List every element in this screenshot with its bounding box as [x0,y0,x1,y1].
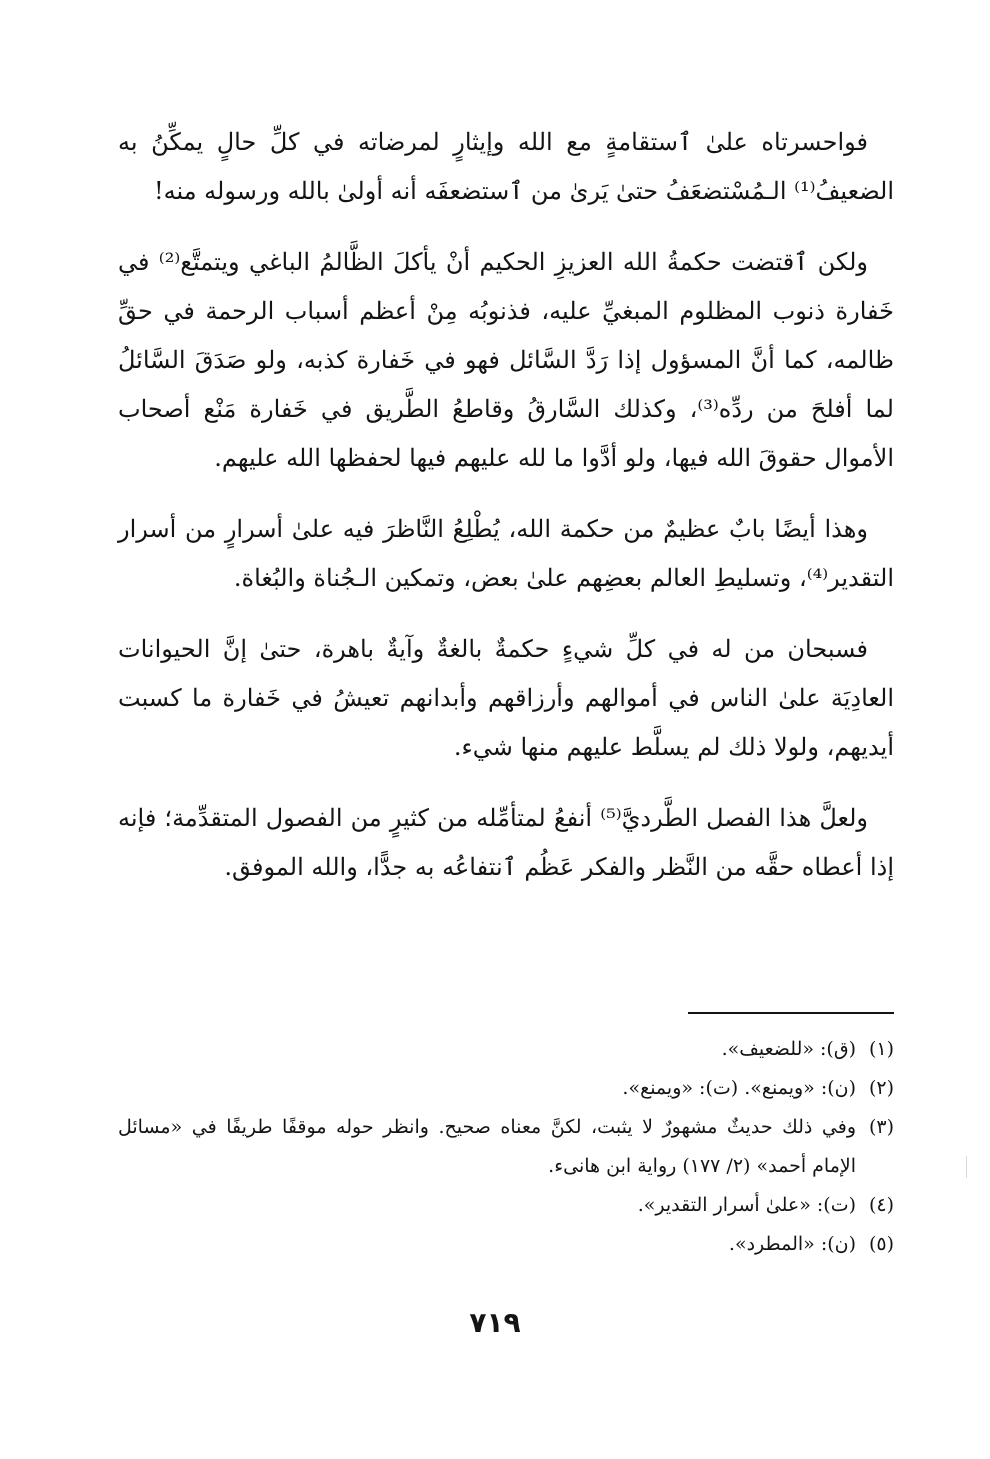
footnote [118,1186,894,1225]
footnotes [118,1030,894,1264]
footnote-number: (١) [868,1038,894,1060]
footnote-text: (ت): «علىٰ أسرار التقدير». [637,1194,856,1216]
footnote-number: (٣) [868,1116,894,1138]
footnote-text: وفي ذلك حديثٌ مشهورٌ لا يثبت، لكنَّ معناه صحيح. وانظر حوله موقفًا طريفًا في «مسائل الإمام أحمد» (٢/ ١٧٧) رواية ابن هانىء. [118,1116,856,1177]
footnote-separator [688,1012,894,1014]
paragraph: ولعلَّ هذا الفصل الطَّرديَّ⁽⁵⁾ أنفعُ لمتأمِّله من كثيرٍ من الفصول المتقدِّمة؛ فإنه إذا أعطاه حقَّه من النَّظر والفكر عَظُم ٱنتفاعُه به جدًّا، والله الموفق. [118,804,894,881]
main-text [118,118,894,914]
paragraph: ولكن ٱقتضت حكمةُ الله العزيزِ الحكيم أنْ يأكلَ الظَّالمُ الباغي ويتمتَّع⁽²⁾ في خَفارة ذنوب المظلوم المبغيِّ عليه، فذنوبُه مِنْ أعظم أسباب الرحمة في حقِّ ظالمه، كما أنَّ المسؤول إذا رَدَّ السَّائل فهو في خَفارة كذبه، ولو صَدَقَ السَّائلُ لما أفلحَ من ردِّه⁽³⁾، وكذلك السَّارقُ وقاطعُ الطَّريق في خَفارة مَنْع أصحاب الأموال حقوقَ الله فيها، ولو أدَّوا ما لله عليهم فيها لحفظها الله عليهم. [118,248,894,472]
footnote-text: (ن): «المطرد». [728,1233,856,1255]
page-number: ٧١٩ [469,1306,521,1339]
footnote [118,1069,894,1108]
footnote-number: (٤) [868,1194,894,1216]
footnote [118,1030,894,1069]
paragraph: فسبحان من له في كلِّ شيءٍ حكمةٌ بالغةٌ وآيةٌ باهرة، حتىٰ إنَّ الحيوانات العادِيَة علىٰ الناس في أموالهم وأرزاقهم وأبدانهم تعيشُ في خَفارة ما كسبت أيديهم، ولولا ذلك لم يسلَّط عليهم منها شيء. [118,635,894,761]
footnote-number: (٥) [868,1233,894,1255]
paragraph: وهذا أيضًا بابٌ عظيمٌ من حكمة الله، يُطْلِعُ النَّاظرَ فيه علىٰ أسرارٍ من أسرار التقدير⁽⁴⁾، وتسليطِ العالم بعضِهم علىٰ بعض، وتمكين الـجُناة والبُغاة. [118,515,894,592]
footnote-number: (٢) [868,1077,894,1099]
footnote-text: (ق): «للضعيف». [721,1038,856,1060]
footnote-text: (ن): «ويمنع». (ت): «ويمنع». [622,1077,856,1099]
paragraph: فواحسرتاه علىٰ ٱستقامةٍ مع الله وإيثارٍ لمرضاته في كلِّ حالٍ يمكِّنُ به الضعيفُ⁽¹⁾ الـمُسْتضعَفُ حتىٰ يَرىٰ من ٱستضعفَه أنه أولىٰ بالله ورسوله منه! [118,128,894,205]
margin-mark [966,1156,967,1178]
footnote [118,1108,894,1186]
footnote [118,1225,894,1264]
